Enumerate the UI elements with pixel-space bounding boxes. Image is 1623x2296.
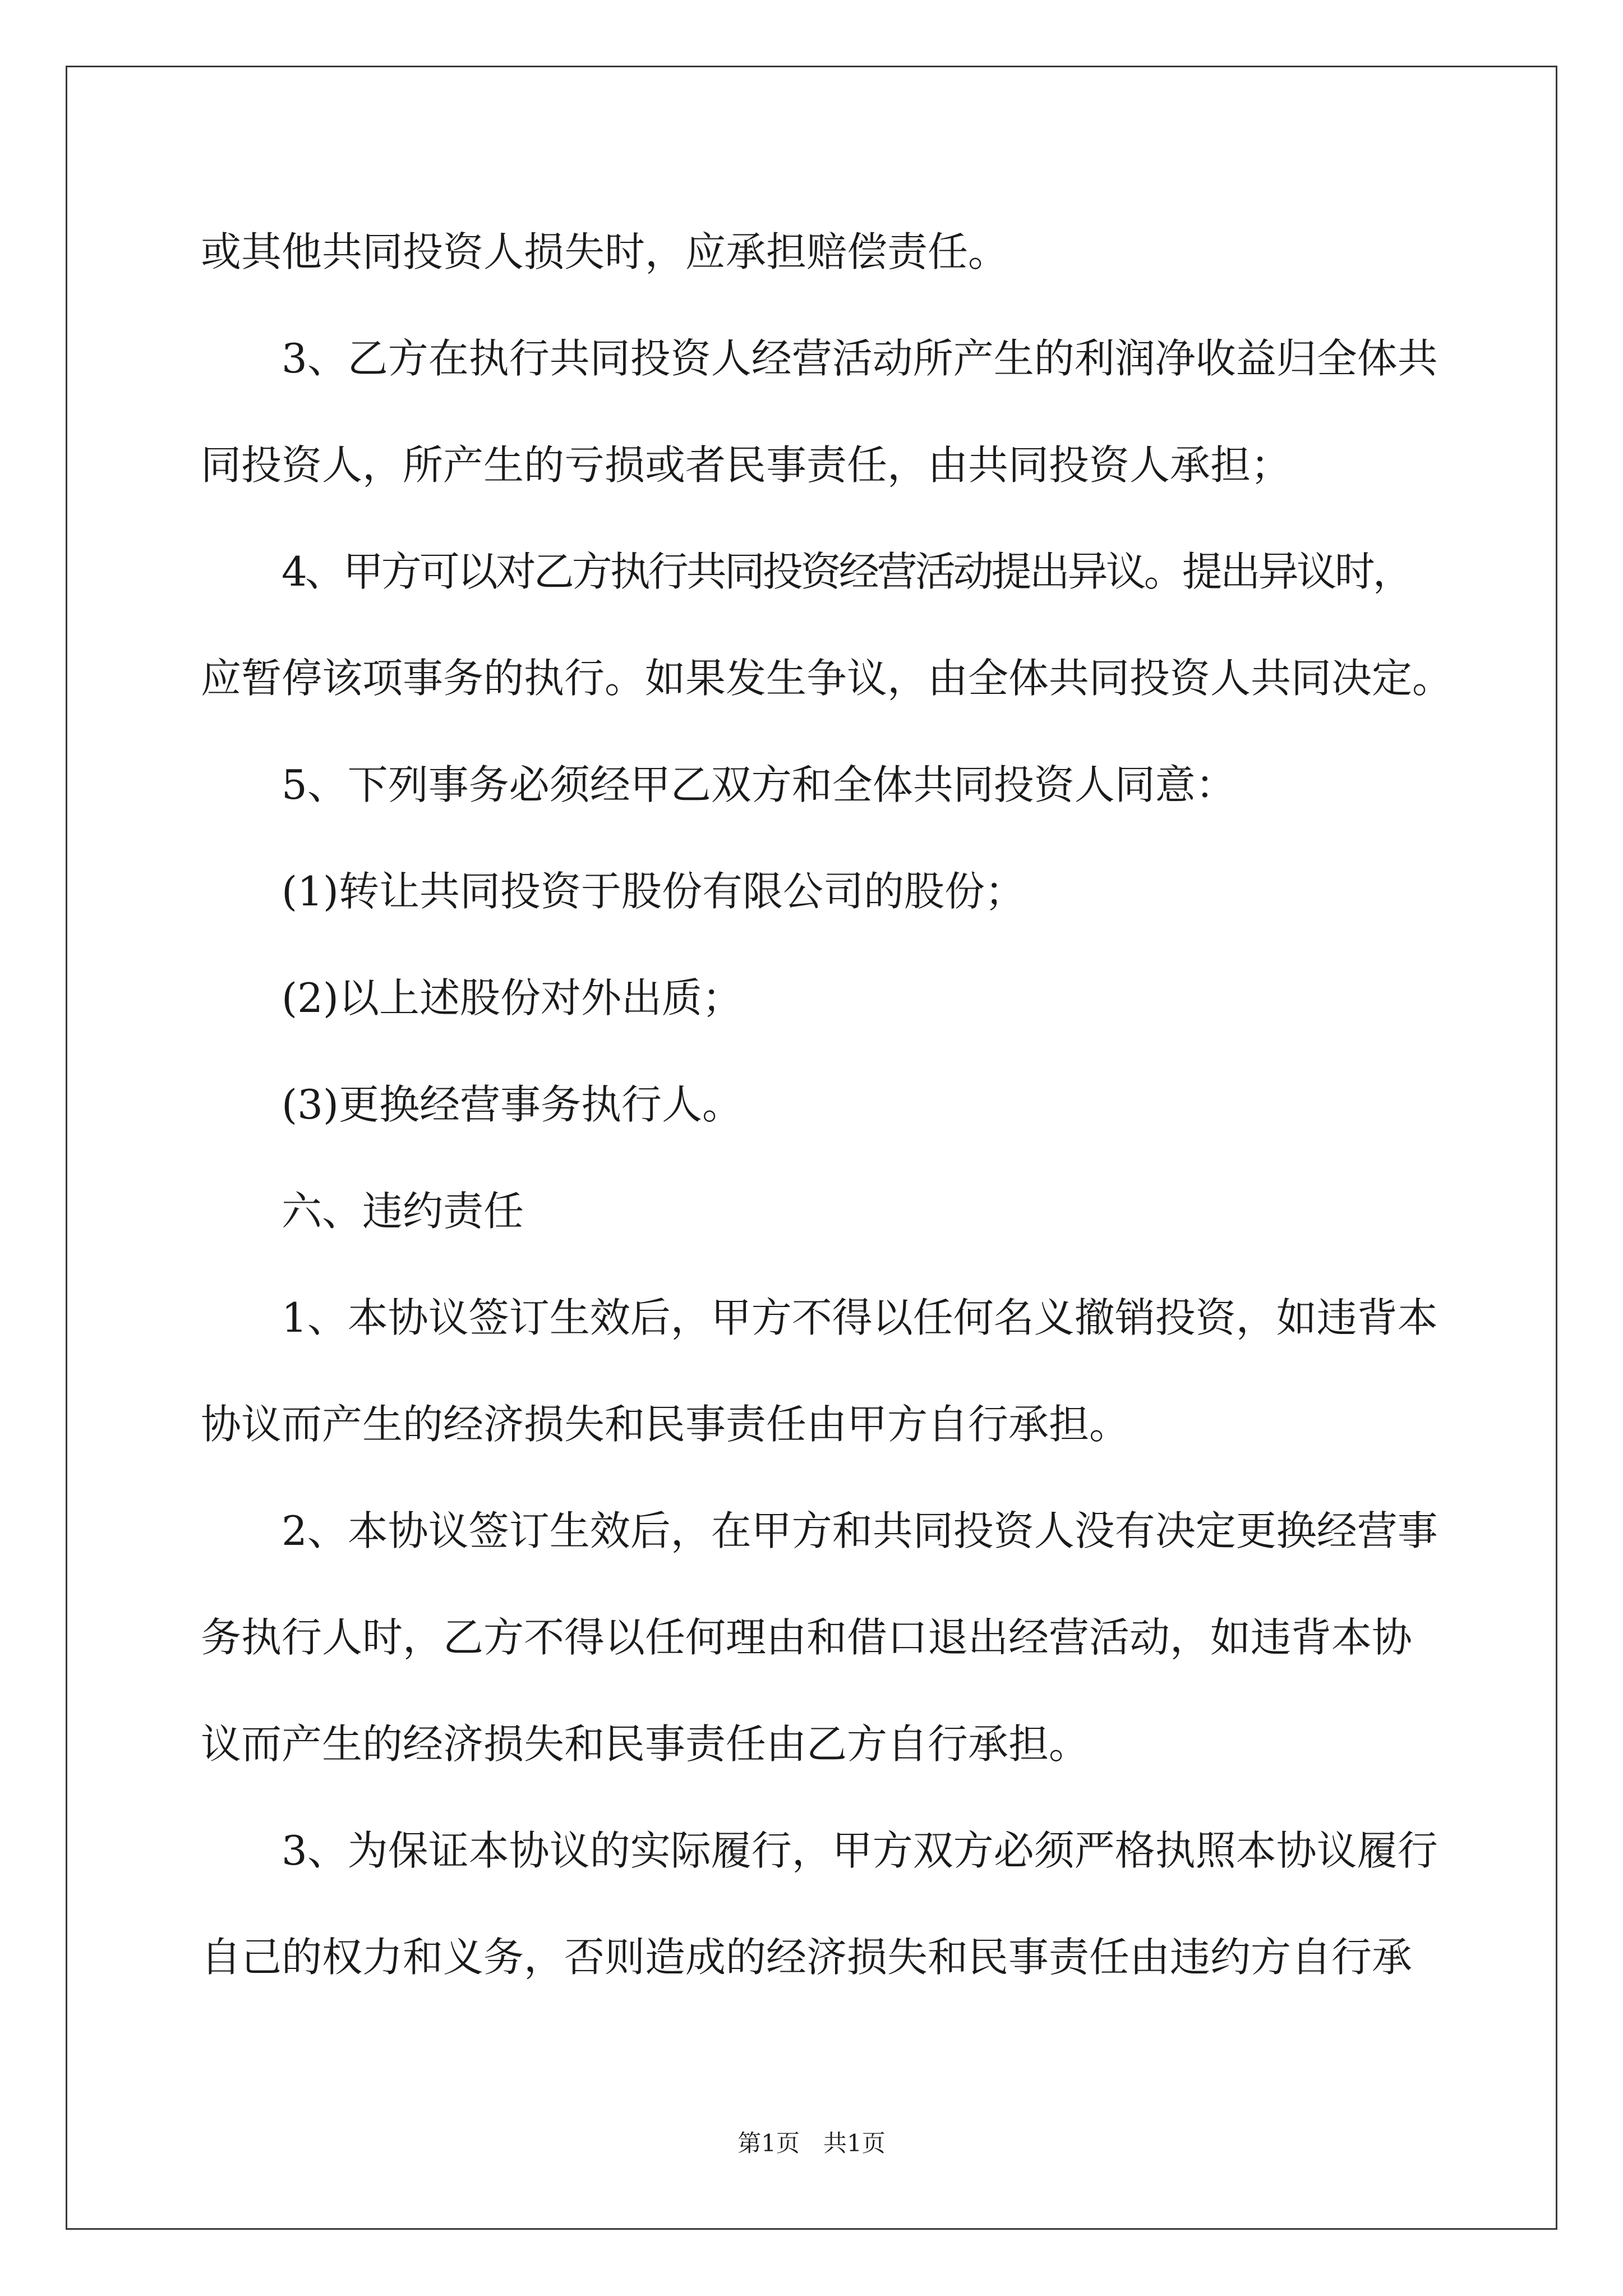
section-heading-breach-liability xyxy=(201,1158,1457,1264)
text-line: 应暂停该项事务的执行。如果发生争议，由全体共同投资人共同决定。 xyxy=(201,655,1453,702)
clause-4 xyxy=(201,518,1457,731)
text-line: 3、为保证本协议的实际履行，甲方双方必须严格执照本协议履行 xyxy=(282,1827,1438,1874)
text-line: 同投资人，所产生的亏损或者民事责任，由共同投资人承担； xyxy=(201,441,1292,489)
text-line: 协议而产生的经济损失和民事责任由甲方自行承担。 xyxy=(201,1401,1130,1448)
text-line: (1)转让共同投资于股份有限公司的股份； xyxy=(282,868,1025,915)
clause-5-item-3 xyxy=(201,1051,1457,1158)
clause-3 xyxy=(201,305,1457,518)
paragraph-continued xyxy=(201,199,1457,305)
clause-5-item-1 xyxy=(201,838,1457,945)
text-line: 3、乙方在执行共同投资人经营活动所产生的利润净收益归全体共 xyxy=(282,335,1438,382)
document-body xyxy=(201,199,1457,2010)
text-line: 2、本协议签订生效后，在甲方和共同投资人没有决定更换经营事 xyxy=(282,1507,1438,1554)
text-line: 自己的权力和义务，否则造成的经济损失和民事责任由违约方自行承 xyxy=(201,1934,1413,1981)
text-line: 5、下列事务必须经甲乙双方和全体共同投资人同意： xyxy=(282,761,1236,808)
text-line: 4、甲方可以对乙方执行共同投资经营活动提出异议。提出异议时， xyxy=(282,548,1411,595)
text-line: (3)更换经营事务执行人。 xyxy=(282,1081,743,1128)
text-line: 务执行人时，乙方不得以任何理由和借口退出经营活动，如违背本协 xyxy=(201,1614,1413,1661)
text-line: 或其他共同投资人损失时，应承担赔偿责任。 xyxy=(201,228,1009,275)
section-heading: 六、违约责任 xyxy=(282,1188,524,1235)
breach-clause-3 xyxy=(201,1797,1457,2010)
text-line: (2)以上述股份对外出质； xyxy=(282,974,743,1022)
clause-5-item-2 xyxy=(201,945,1457,1051)
clause-5 xyxy=(201,731,1457,838)
text-line: 议而产生的经济损失和民事责任由乙方自行承担。 xyxy=(201,1720,1090,1768)
text-line: 1、本协议签订生效后，甲方不得以任何名义撤销投资，如违背本 xyxy=(282,1294,1438,1341)
page-number: 第1页 共1页 xyxy=(737,2129,886,2157)
breach-clause-1 xyxy=(201,1264,1457,1478)
breach-clause-2 xyxy=(201,1478,1457,1797)
